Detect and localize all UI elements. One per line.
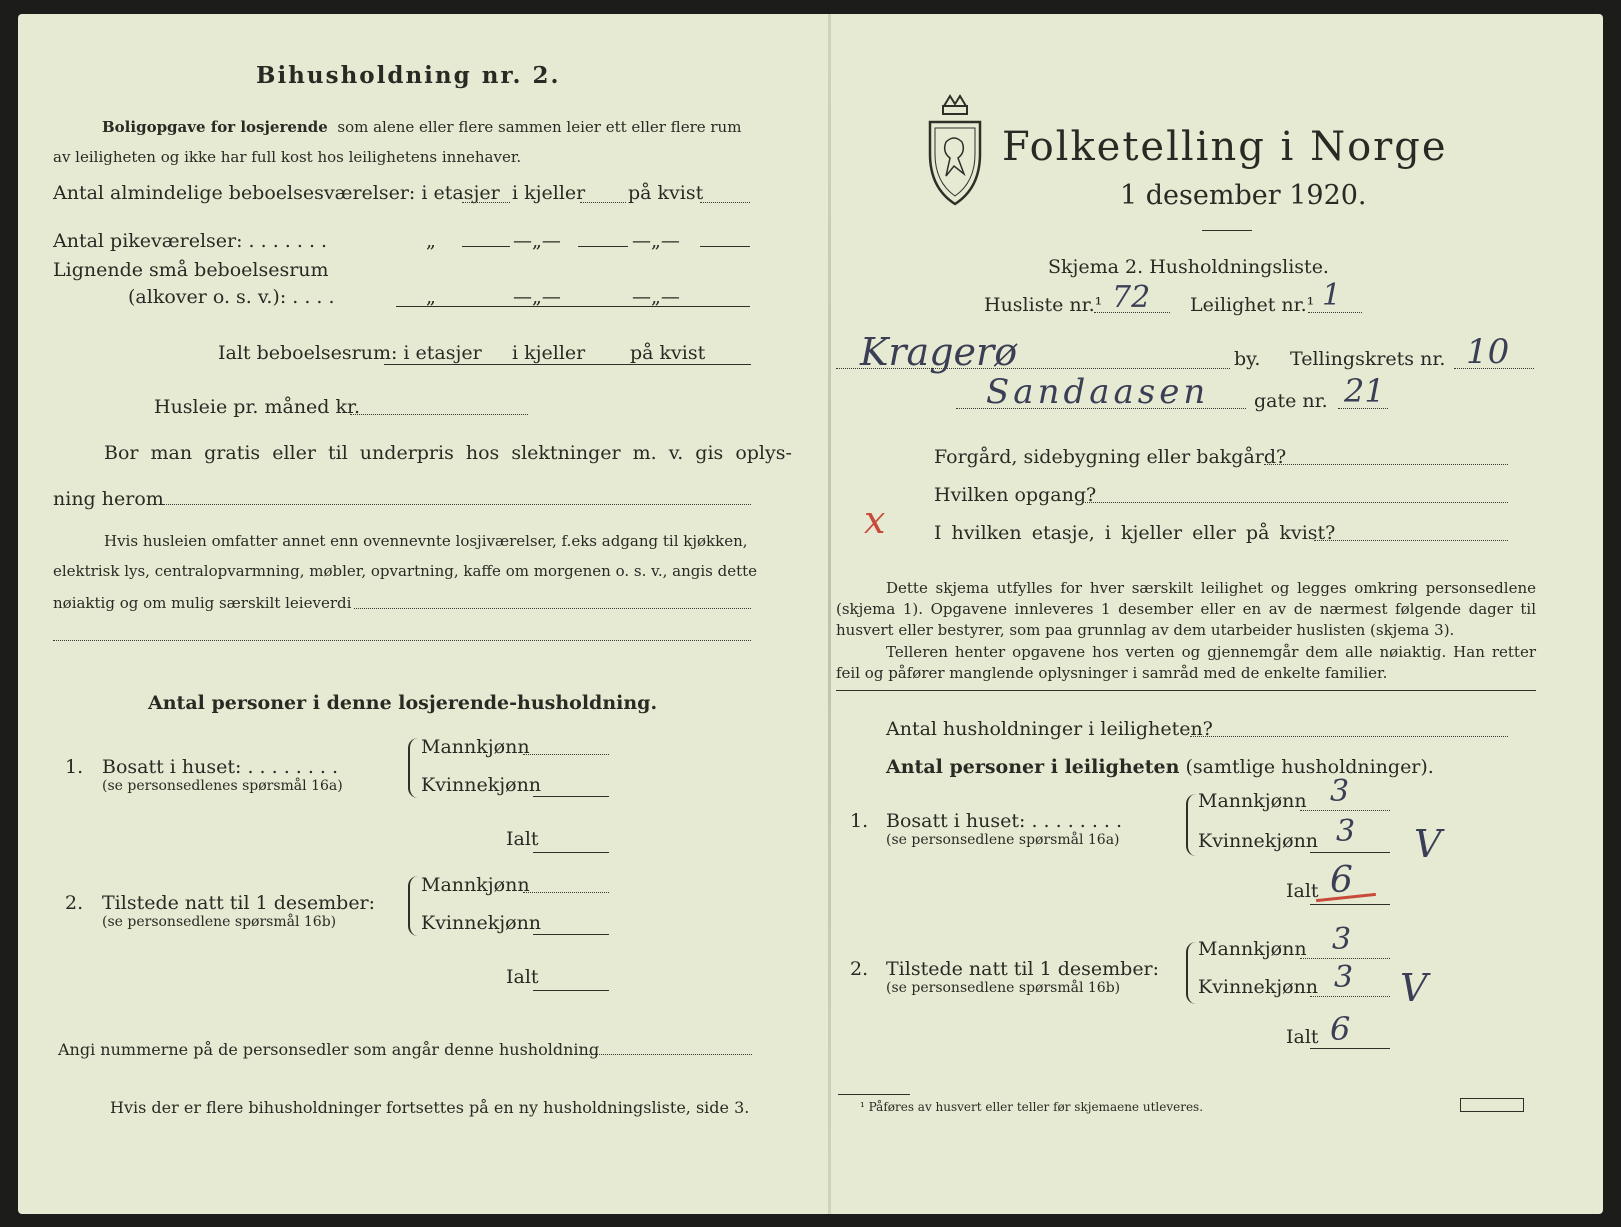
right-q1-male-label: Mannkjønn: [1198, 790, 1307, 812]
right-q2-total-field[interactable]: [1310, 1048, 1390, 1049]
small-rooms-label-1: Lignende små beboelsesrum: [53, 259, 329, 281]
census-form-sheet: [18, 14, 1603, 1214]
coat-of-arms-icon: [924, 92, 986, 208]
left-q1-label: Bosatt i huset: . . . . . . . .: [102, 756, 339, 778]
left-q2-label: Tilstede natt til 1 desember:: [102, 892, 376, 914]
etasje-question: I hvilken etasje, i kjeller eller på kvist?: [934, 522, 1336, 544]
left-q2-brace: [408, 876, 418, 936]
small-rooms-label-2: (alkover o. s. v.): . . . .: [128, 286, 335, 308]
left-q2-male-label: Mannkjønn: [421, 874, 530, 896]
rent-field[interactable]: [350, 414, 528, 415]
persons-heading-right: Antal personer i leiligheten (samtlige husholdninger).: [886, 756, 1434, 778]
instructions-1: Dette skjema utfylles for hver særskilt leilighet og legges omkring personsedlene (skjema 1). Opgavene innleveres 1 desember eller en av de nærmest følgende dager til husvert eller bestyrer, som paa grunnlag av dem utarbeider huslisten (skjema 3).: [836, 579, 1536, 639]
husliste-value: 72: [1112, 280, 1151, 315]
right-q2-check: V: [1400, 966, 1428, 1010]
left-q1-female-field[interactable]: [533, 796, 609, 797]
households-question: Antal husholdninger i leiligheten?: [886, 718, 1213, 740]
forgard-field[interactable]: [1264, 464, 1508, 465]
maid-rooms-field-1[interactable]: [462, 246, 510, 247]
husliste-label: Husliste nr.¹: [984, 294, 1103, 316]
right-q2-male-value: 3: [1332, 922, 1352, 957]
quote-mark-2: „: [426, 286, 436, 308]
incl-line-1: Hvis husleien omfatter annet enn ovennevnte losjiværelser, f.eks adgang til kjøkken,: [104, 532, 748, 550]
left-q2-sub: (se personsedlene spørsmål 16b): [102, 914, 337, 930]
right-q2-female-value: 3: [1334, 960, 1354, 995]
left-q1-num: 1.: [65, 756, 84, 778]
left-page: [18, 14, 828, 1214]
right-q1-brace: [1186, 794, 1196, 856]
gate-label: gate nr.: [1254, 390, 1328, 412]
right-q2-female-field[interactable]: [1310, 996, 1390, 997]
total-cellar-label: i kjeller: [512, 342, 586, 364]
intro-line-2: av leiligheten og ikke har full kost hos leilighetens innehaver.: [53, 148, 522, 166]
etasje-field[interactable]: [1314, 540, 1508, 541]
left-q1-sub: (se personsedlenes spørsmål 16a): [102, 778, 343, 794]
left-q2-male-field[interactable]: [523, 892, 609, 893]
right-q1-female-value: 3: [1336, 814, 1356, 849]
forgard-question: Forgård, sidebygning eller bakgård?: [934, 446, 1287, 468]
households-field[interactable]: [1190, 736, 1508, 737]
free-line-2: ning herom: [53, 488, 164, 510]
right-q1-num: 1.: [850, 810, 869, 832]
form-title: Folketelling i Norge: [1002, 124, 1448, 170]
footnote: ¹ Påføres av husvert eller teller før skjemaene utleveres.: [860, 1100, 1204, 1114]
rooms-cellar-field[interactable]: [580, 202, 626, 203]
left-q1-female-label: Kvinnekjønn: [421, 774, 542, 796]
city-label: by.: [1234, 348, 1261, 370]
street-value: Sandaasen: [986, 372, 1210, 412]
left-q2-total-label: Ialt: [506, 966, 539, 988]
left-q1-male-field[interactable]: [523, 754, 609, 755]
left-q1-male-label: Mannkjønn: [421, 736, 530, 758]
right-q1-male-value: 3: [1330, 774, 1350, 809]
left-q2-female-field[interactable]: [533, 934, 609, 935]
krets-value: 10: [1466, 332, 1510, 372]
total-attic-label: på kvist: [630, 342, 706, 364]
numbers-label: Angi nummerne på de personsedler som angår denne husholdning: [58, 1040, 600, 1059]
left-q2-total-field[interactable]: [533, 990, 609, 991]
left-q1-brace: [408, 738, 418, 798]
total-rooms-label: Ialt beboelsesrum: i etasjer: [218, 342, 482, 364]
dash-mark-4: —„—: [632, 286, 680, 308]
title-rule: [1202, 230, 1252, 231]
maid-rooms-label: Antal pikeværelser: . . . . . . .: [53, 230, 328, 252]
right-q2-sub: (se personsedlene spørsmål 16b): [886, 980, 1121, 996]
right-page: [830, 14, 1603, 1214]
city-value: Kragerø: [860, 330, 1018, 374]
free-field[interactable]: [163, 504, 751, 505]
incl-field-2[interactable]: [53, 640, 751, 641]
maid-rooms-field-3[interactable]: [700, 246, 750, 247]
intro-bold: Boligopgave for losjerende som alene eller flere sammen leier ett eller flere rum: [102, 118, 742, 136]
right-q2-total-value: 6: [1330, 1010, 1351, 1048]
right-q2-female-label: Kvinnekjønn: [1198, 976, 1319, 998]
left-heading: Bihusholdning nr. 2.: [256, 62, 561, 89]
leilighet-label: Leilighet nr.¹: [1190, 294, 1315, 316]
maid-rooms-field-2[interactable]: [578, 246, 628, 247]
left-q2-num: 2.: [65, 892, 84, 914]
krets-label: Tellingskrets nr.: [1290, 348, 1446, 370]
right-q2-male-label: Mannkjønn: [1198, 938, 1307, 960]
right-q2-brace: [1186, 942, 1196, 1004]
right-q2-male-field[interactable]: [1300, 958, 1390, 959]
leilighet-value: 1: [1322, 278, 1342, 313]
instructions-2: Telleren henter opgavene hos verten og gjennemgår dem alle nøiaktig. Han retter feil og påfører manglende oplysninger i samråd med de enkelte familier.: [836, 643, 1536, 682]
continue-note: Hvis der er flere bihusholdninger fortsettes på en ny husholdningsliste, side 3.: [110, 1098, 750, 1117]
rooms-attic-label: på kvist: [628, 182, 704, 204]
right-q2-label: Tilstede natt til 1 desember:: [886, 958, 1160, 980]
persons-heading: Antal personer i denne losjerende-husholdning.: [148, 692, 658, 714]
incl-line-2: elektrisk lys, centralopvarmning, møbler, opvartning, kaffe om morgenen o. s. v., angis dette: [53, 562, 758, 580]
right-q1-male-field[interactable]: [1300, 810, 1390, 811]
rent-label: Husleie pr. måned kr.: [154, 396, 361, 418]
opgang-field[interactable]: [1082, 502, 1508, 503]
right-q1-total-label: Ialt: [1286, 880, 1319, 902]
opgang-question: Hvilken opgang?: [934, 484, 1097, 506]
total-rooms-rule: [384, 364, 751, 365]
numbers-field[interactable]: [580, 1054, 752, 1055]
right-q1-female-field[interactable]: [1310, 852, 1390, 853]
incl-field[interactable]: [354, 608, 751, 609]
schema-label: Skjema 2. Husholdningsliste.: [1048, 256, 1329, 278]
rooms-label: Antal almindelige beboelsesværelser: i etasjer: [53, 182, 500, 204]
rooms-cellar-label: i kjeller: [512, 182, 586, 204]
left-q1-total-field[interactable]: [533, 852, 609, 853]
printer-stamp: [1460, 1098, 1524, 1112]
left-q1-total-label: Ialt: [506, 828, 539, 850]
right-q1-label: Bosatt i huset: . . . . . . . .: [886, 810, 1123, 832]
dash-mark-3: —„—: [513, 286, 561, 308]
right-q1-check: V: [1414, 822, 1442, 866]
incl-line-3: nøiaktig og om mulig særskilt leieverdi: [53, 594, 352, 612]
red-x-mark: x: [864, 498, 886, 542]
gate-value: 21: [1344, 372, 1385, 410]
right-q1-female-label: Kvinnekjønn: [1198, 830, 1319, 852]
rooms-etasjer-field[interactable]: [462, 202, 510, 203]
footnote-rule: [838, 1094, 910, 1095]
right-q1-total-value: 6: [1330, 860, 1353, 901]
right-q2-total-label: Ialt: [1286, 1026, 1319, 1048]
rooms-attic-field[interactable]: [700, 202, 750, 203]
quote-mark: „: [426, 230, 436, 252]
free-line-1: Bor man gratis eller til underpris hos slektninger m. v. gis oplys-: [104, 442, 792, 464]
dash-mark-2: —„—: [632, 230, 680, 252]
form-date: 1 desember 1920.: [1120, 180, 1367, 211]
right-q1-total-field[interactable]: [1310, 904, 1390, 905]
right-q2-num: 2.: [850, 958, 869, 980]
instructions-rule: [836, 690, 1536, 691]
left-q2-female-label: Kvinnekjønn: [421, 912, 542, 934]
right-q1-sub: (se personsedlene spørsmål 16a): [886, 832, 1120, 848]
small-rooms-field[interactable]: [396, 306, 750, 307]
dash-mark: —„—: [513, 230, 561, 252]
